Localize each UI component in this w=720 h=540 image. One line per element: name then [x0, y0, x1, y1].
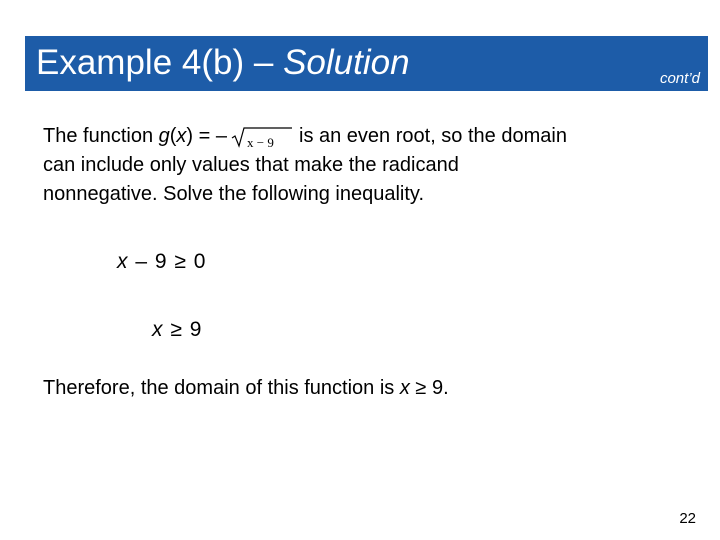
title-bar: [25, 36, 708, 91]
page-number: 22: [679, 510, 696, 527]
inequality-step-2: [152, 318, 202, 342]
slide-title: [36, 42, 410, 84]
line1-text-b: ) = –: [186, 125, 227, 147]
eq1-variable: x: [117, 250, 129, 273]
body-paragraph: [43, 122, 683, 209]
paragraph-line-3: nonnegative. Solve the following inequality.: [43, 183, 424, 205]
conclusion-main: Therefore, the domain of this function is: [43, 377, 400, 399]
function-variable: x: [176, 125, 187, 147]
eq2-rest: ≥ 9: [163, 318, 203, 341]
line1-text-c: is an even root, so the domain: [299, 125, 567, 147]
eq1-rest: – 9 ≥ 0: [128, 250, 207, 273]
eq2-variable: x: [152, 318, 164, 341]
paragraph-line-2: can include only values that make the radicand: [43, 154, 459, 176]
paragraph-line-1: [43, 122, 683, 151]
title-italic: Solution: [283, 43, 410, 82]
function-name: g: [158, 125, 170, 147]
conclusion-variable: x: [399, 377, 410, 399]
title-main: Example 4(b) –: [36, 43, 284, 82]
continued-label: cont’d: [659, 70, 700, 87]
square-root-expression: [231, 126, 293, 148]
conclusion-text: [43, 377, 449, 400]
conclusion-rest: ≥ 9.: [409, 377, 449, 399]
radicand: x − 9: [247, 134, 274, 150]
paren-open: (: [169, 125, 177, 147]
inequality-step-1: [117, 250, 206, 274]
line1-text-a: The function: [43, 125, 159, 147]
